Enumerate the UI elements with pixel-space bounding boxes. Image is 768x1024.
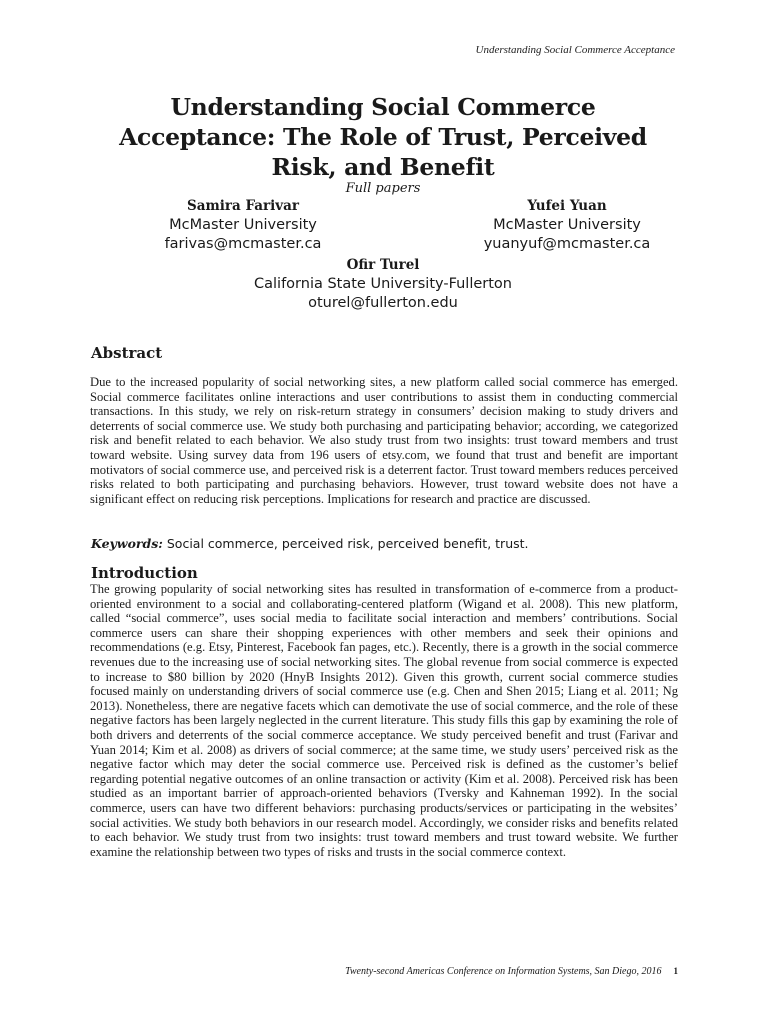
author-block — [243, 256, 523, 313]
author-block — [474, 197, 660, 254]
author-name: Samira Farivar — [186, 198, 299, 214]
keywords — [91, 536, 529, 551]
author-name: Ofir Turel — [346, 257, 420, 273]
author-affiliation: McMaster University — [169, 217, 317, 233]
author-affiliation: California State University-Fullerton — [254, 276, 512, 292]
page-number: 1 — [673, 966, 678, 976]
abstract-heading: Abstract — [91, 344, 163, 362]
conference-name: Twenty-second Americas Conference on Information Systems, San Diego, 2016 — [345, 966, 662, 977]
running-head: Understanding Social Commerce Acceptance — [475, 44, 675, 56]
author-block — [150, 197, 336, 254]
paper-title: Understanding Social Commerce Acceptance: The Role of Trust, Perceived Risk, and Benefit — [119, 93, 647, 181]
introduction-heading: Introduction — [91, 564, 198, 582]
author-email: yuanyuf@mcmaster.ca — [483, 236, 651, 252]
keywords-text: Social commerce, perceived risk, perceived benefit, trust. — [162, 536, 529, 551]
page-footer — [345, 966, 678, 977]
author-name: Yufei Yuan — [527, 198, 607, 214]
author-affiliation: McMaster University — [493, 217, 641, 233]
paper-type: Full papers — [345, 181, 421, 196]
author-email: farivas@mcmaster.ca — [164, 236, 322, 252]
keywords-label: Keywords: — [91, 536, 163, 551]
introduction-text: The growing popularity of social networking sites has resulted in transformation of e-commerce from a product-oriented environment to a social and collaborating-centered platform (Wigand et al. 2008). This new platform, called “social commerce”, uses social media to facilitate social interaction and members’ contributions. Social commerce users can share their shopping experiences with other members and seek their opinions and recommendations (e.g. Etsy, Pinterest, Facebook fan pages, etc.). Recently, there is a growth in the social commerce revenues due to the increasing use of social networking sites. The global revenue from social commerce is expected to increase to $80 billion by 2020 (HnyB Insights 2012). Given this growth, current social commerce studies focused mainly on understanding drivers of social commerce use (e.g. Chen and Shen 2015; Liang et al. 2011; Ng 2013). Nonetheless, there are negative facets which can demotivate the use of social commerce, and the role of these negative factors has been largely neglected in the current literature. This study fills this gap by examining the role of both drivers and deterrents of the social commerce acceptance. We study perceived benefit and trust (Farivar and Yuan 2014; Kim et al. 2008) as drivers of social commerce; at the same time, we study users’ perceived risk as the negative factor which may deter the social commerce use. Perceived risk is defined as the customer’s belief regarding potential negative outcomes of an online transaction or activity (Kim et al. 2008). Perceived risk has been studied as an important barrier of approach-oriented behaviors (Tversky and Kahneman 1992). In the social commerce, users can have two different behaviors: purchasing products/services or participating in the websites’ social activities. We study both behaviors in our research model. Accordingly, we consider risks and benefits related to each behavior. We study trust from two insights: trust toward members and trust toward website. We further examine the relationship between two types of risks and trusts in the social commerce context. — [90, 582, 678, 859]
author-email: oturel@fullerton.edu — [308, 295, 458, 311]
abstract-text: Due to the increased popularity of social networking sites, a new platform called social commerce has emerged. Social commerce facilitates online interactions and user contributions to assist them in conducting commercial transactions. In this study, we rely on risk-return strategy in consumers’ decision making to study drivers and deterrents of social commerce use. We study both purchasing and participating behavior; according, we categorized risk and benefit related to each behavior. We also study trust from two insights: trust toward members and trust toward website. Using survey data from 196 users of etsy.com, we found that trust and benefit are important motivators of social commerce use, and perceived risk is a deterrent factor. Trust toward members reduces perceived risks related to both participating and purchasing behaviors. However, trust toward website does not have a significant effect on reducing risk perceptions. Implications for research and practice are discussed. — [90, 375, 678, 506]
